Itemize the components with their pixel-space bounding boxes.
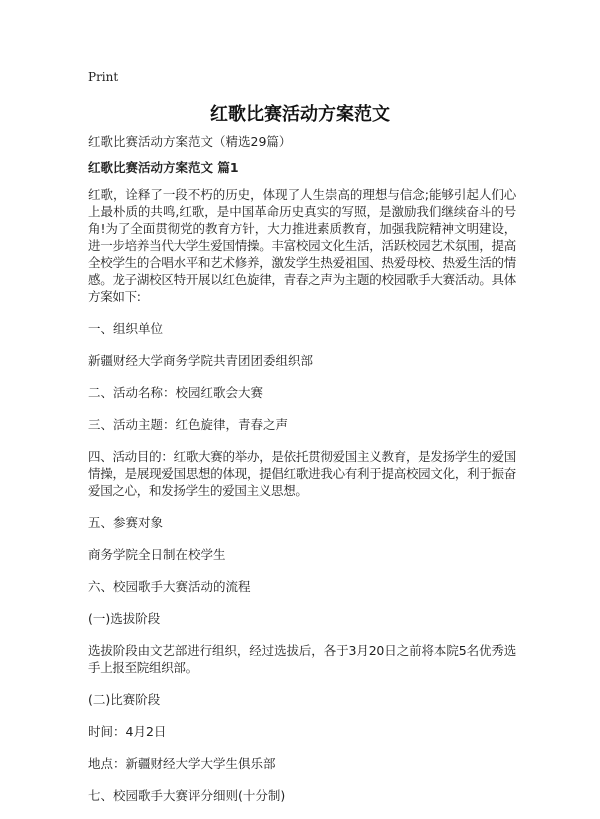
item-activity-purpose: 四、活动目的：红歌大赛的举办，是依托贯彻爱国主义教育，是发扬学生的爱国情操，是展现爱国思想的体现，提倡红歌进我心有利于提高校园文化，利于振奋爱国之心，和发扬学生的爱国主义思想。 [88,449,516,498]
document-body [88,133,516,819]
stage-selection-description: 选拔阶段由文艺部进行组织，经过选拔后，各于3月20日之前将本院5名优秀选手上报至院组织部。 [88,643,516,675]
item-activity-name: 二、活动名称：校园红歌会大赛 [88,385,264,400]
intro-paragraph: 红歌，诠释了一段不朽的历史，体现了人生崇高的理想与信念;能够引起人们心上最朴质的共鸣,红歌，是中国革命历史真实的写照，是激励我们继续奋斗的号角!为了全面贯彻党的教育方针，大力推进素质教育，加强我院精神文明建设，进一步培养当代大学生爱国情操。丰富校园文化生活，活跃校园艺术氛围，提高全校学生的合唱水平和艺术修养，激发学生热爱祖国、热爱母校、热爱生活的情感。龙子湖校区特开展以红色旋律，青春之声为主题的校园歌手大赛活动。具体方案如下: [88,187,516,304]
item-scoring-heading: 七、校园歌手大赛评分细则(十分制) [88,788,286,803]
competition-time: 时间：4月2日 [88,724,167,739]
document-subtitle: 红歌比赛活动方案范文（精选29篇） [88,134,292,149]
page-title: 红歌比赛活动方案范文 [210,104,390,125]
participants-text: 商务学院全日制在校学生 [88,547,226,562]
print-link[interactable]: Print [88,70,119,84]
item-activity-theme: 三、活动主题：红色旋律，青春之声 [88,417,289,432]
competition-place: 地点：新疆财经大学大学生俱乐部 [88,756,276,771]
stage-competition-heading: (二)比赛阶段 [88,692,161,707]
organizer-name: 新疆财经大学商务学院共青团团委组织部 [88,353,314,368]
item-organizer-heading: 一、组织单位 [88,321,164,336]
stage-selection-heading: (一)选拔阶段 [88,611,161,626]
item-process-heading: 六、校园歌手大赛活动的流程 [88,579,251,594]
section-heading: 红歌比赛活动方案范文 篇1 [88,160,239,175]
item-participants-heading: 五、参赛对象 [88,515,164,530]
